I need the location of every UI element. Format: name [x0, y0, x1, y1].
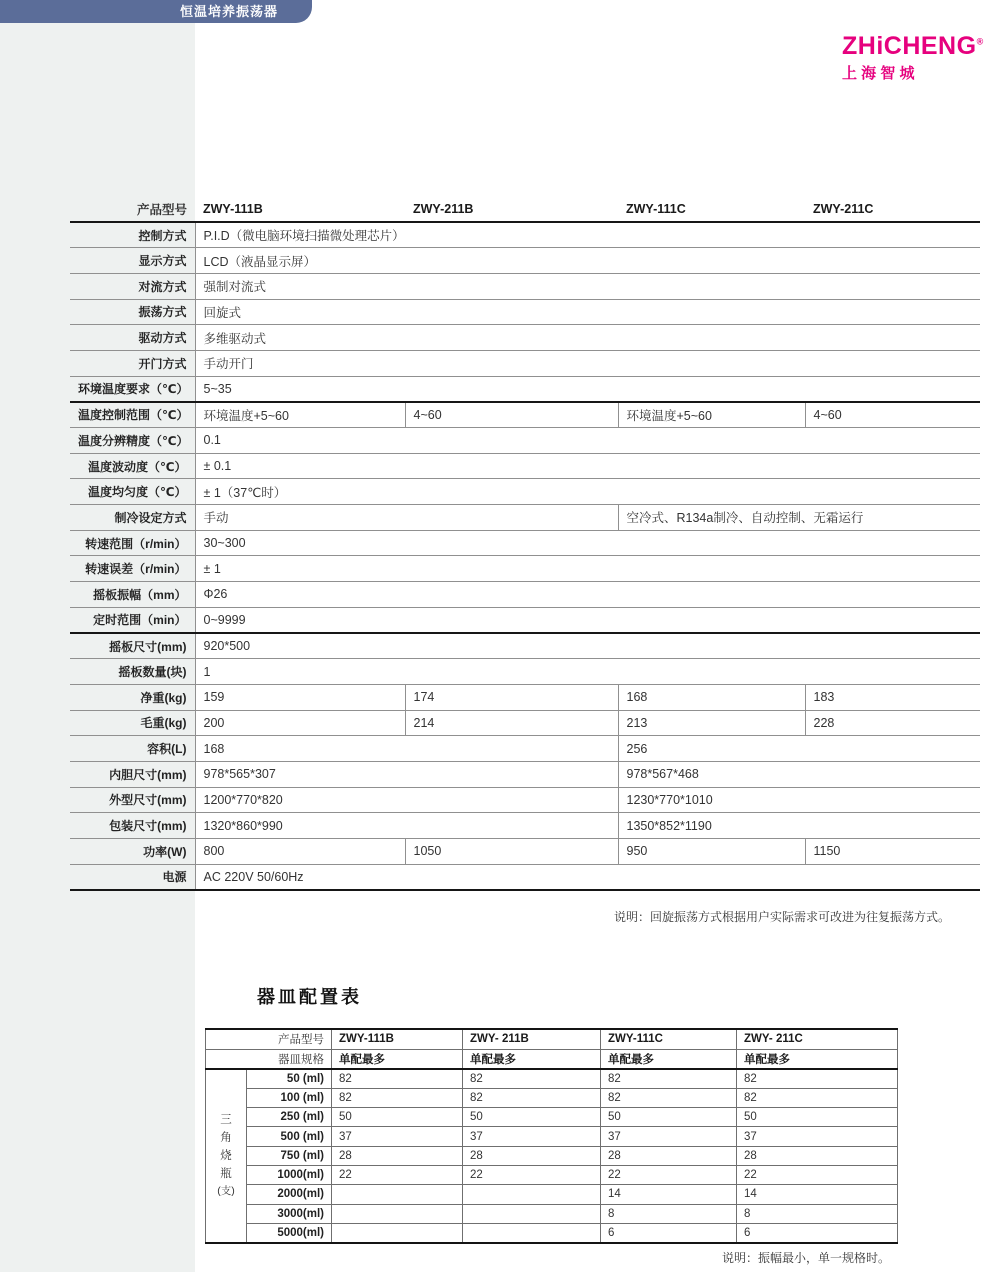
spec-cell: 256	[618, 736, 980, 762]
vessel-qty-cell: 50	[332, 1108, 463, 1127]
vessel-size-label: 50 (ml)	[247, 1069, 332, 1088]
spec-cell: 1230*770*1010	[618, 787, 980, 813]
spec-cell: P.I.D（微电脑环境扫描微处理芯片）	[195, 222, 980, 248]
spec-row-label: 功率(W)	[70, 839, 195, 865]
spec-row	[70, 556, 980, 582]
spec-row-label: 包装尺寸(mm)	[70, 813, 195, 839]
vessel-qty-cell	[332, 1223, 463, 1242]
spec-cell: 800	[195, 839, 405, 865]
spec-cell: 环境温度+5~60	[195, 402, 405, 428]
spec-row-label: 摇板振幅（mm）	[70, 582, 195, 608]
vessel-header-row-models	[206, 1029, 898, 1049]
spec-cell: 多维驱动式	[195, 325, 980, 351]
vessel-size-label: 3000(ml)	[247, 1204, 332, 1223]
spec-cell: 213	[618, 710, 805, 736]
vessel-table	[205, 1028, 898, 1244]
spec-row-label: 对流方式	[70, 273, 195, 299]
brand-name: ZHiCHENG®	[842, 32, 984, 60]
spec-header-model-2: ZWY-211B	[413, 202, 474, 216]
spec-row-label: 控制方式	[70, 222, 195, 248]
vessel-qty-cell: 37	[601, 1127, 737, 1146]
spec-row-label: 电源	[70, 864, 195, 890]
vessel-qty-cell: 50	[737, 1108, 898, 1127]
spec-row-label: 温度控制范围（℃）	[70, 402, 195, 428]
spec-row	[70, 402, 980, 428]
spec-cell: 空冷式、R134a制冷、自动控制、无霜运行	[618, 505, 980, 531]
vessel-spec-value-4: 单配最多	[737, 1049, 898, 1069]
spec-header-model-3: ZWY-111C	[626, 202, 686, 216]
spec-row-label: 内胆尺寸(mm)	[70, 761, 195, 787]
vessel-qty-cell	[463, 1204, 601, 1223]
vessel-qty-cell: 50	[601, 1108, 737, 1127]
spec-cell: 950	[618, 839, 805, 865]
spec-header-model-4: ZWY-211C	[813, 202, 874, 216]
brand-subtitle: 上 海 智 城	[842, 65, 915, 82]
spec-row	[70, 607, 980, 633]
spec-row-label: 制冷设定方式	[70, 505, 195, 531]
vessel-qty-cell	[332, 1185, 463, 1204]
vessel-spec-value-2: 单配最多	[463, 1049, 601, 1069]
vessel-spec-value-1: 单配最多	[332, 1049, 463, 1069]
spec-cell: 168	[195, 736, 618, 762]
vessel-qty-cell: 82	[737, 1088, 898, 1107]
vessel-qty-cell: 6	[737, 1223, 898, 1242]
vessel-qty-cell	[463, 1223, 601, 1242]
spec-row	[70, 530, 980, 556]
vessel-qty-cell: 14	[737, 1185, 898, 1204]
spec-row-label: 振荡方式	[70, 299, 195, 325]
spec-cell: 228	[805, 710, 980, 736]
vessel-header-label: 产品型号	[206, 1029, 332, 1049]
vessel-row	[206, 1146, 898, 1165]
spec-row	[70, 787, 980, 813]
spec-row-label: 定时范围（min）	[70, 607, 195, 633]
spec-row-label: 容积(L)	[70, 736, 195, 762]
vessel-qty-cell: 28	[463, 1146, 601, 1165]
spec-row	[70, 813, 980, 839]
spec-cell: 1350*852*1190	[618, 813, 980, 839]
spec-cell: 回旋式	[195, 299, 980, 325]
spec-row	[70, 453, 980, 479]
vessel-qty-cell: 14	[601, 1185, 737, 1204]
spec-row	[70, 248, 980, 274]
spec-cell: 4~60	[405, 402, 618, 428]
spec-cell: AC 220V 50/60Hz	[195, 864, 980, 890]
spec-cell: 159	[195, 684, 405, 710]
spec-cell: 978*567*468	[618, 761, 980, 787]
spec-row	[70, 633, 980, 659]
spec-cell: ± 0.1	[195, 453, 980, 479]
spec-row	[70, 479, 980, 505]
spec-table-note: 说明：回旋振荡方式根据用户实际需求可改进为往复振荡方式。	[613, 910, 950, 924]
vessel-qty-cell: 82	[463, 1069, 601, 1088]
vessel-group-label: 三 角 烧 瓶 (支)	[206, 1069, 247, 1243]
vessel-size-label: 500 (ml)	[247, 1127, 332, 1146]
spec-cell: ± 1	[195, 556, 980, 582]
vessel-qty-cell: 28	[332, 1146, 463, 1165]
vessel-qty-cell: 8	[601, 1204, 737, 1223]
spec-cell: 183	[805, 684, 980, 710]
spec-row	[70, 299, 980, 325]
vessel-table-note: 说明：振幅最小，单一规格时。	[721, 1251, 890, 1265]
spec-cell: 214	[405, 710, 618, 736]
vessel-qty-cell: 22	[737, 1165, 898, 1184]
spec-row-label: 温度均匀度（℃）	[70, 479, 195, 505]
vessel-qty-cell: 22	[332, 1165, 463, 1184]
spec-row-label: 开门方式	[70, 350, 195, 376]
spec-row-label: 摇板尺寸(mm)	[70, 633, 195, 659]
vessel-header-model-1: ZWY-111B	[332, 1029, 463, 1049]
vessel-qty-cell	[463, 1185, 601, 1204]
page-header-title: 恒温培养振荡器	[179, 4, 278, 19]
vessel-row	[206, 1204, 898, 1223]
vessel-row	[206, 1127, 898, 1146]
spec-cell: Φ26	[195, 582, 980, 608]
spec-row-label: 摇板数量(块)	[70, 659, 195, 685]
spec-cell: 1050	[405, 839, 618, 865]
spec-row-label: 转速误差（r/min）	[70, 556, 195, 582]
spec-row	[70, 710, 980, 736]
spec-cell: 手动开门	[195, 350, 980, 376]
vessel-row	[206, 1069, 898, 1088]
spec-cell: 1150	[805, 839, 980, 865]
vessel-qty-cell: 82	[463, 1088, 601, 1107]
vessel-header-model-4: ZWY- 211C	[737, 1029, 898, 1049]
spec-cell: 手动	[195, 505, 618, 531]
spec-cell: 200	[195, 710, 405, 736]
vessel-size-label: 1000(ml)	[247, 1165, 332, 1184]
spec-row-label: 显示方式	[70, 248, 195, 274]
spec-row	[70, 736, 980, 762]
spec-row	[70, 428, 980, 454]
vessel-qty-cell: 82	[737, 1069, 898, 1088]
spec-header-label: 产品型号	[136, 203, 187, 217]
spec-row-label: 毛重(kg)	[70, 710, 195, 736]
spec-header-row	[70, 197, 980, 222]
spec-cell: 1	[195, 659, 980, 685]
spec-cell: 强制对流式	[195, 273, 980, 299]
spec-row-label: 温度分辨精度（℃）	[70, 428, 195, 454]
spec-row	[70, 376, 980, 402]
spec-cell: 920*500	[195, 633, 980, 659]
vessel-size-label: 5000(ml)	[247, 1223, 332, 1242]
vessel-header-model-3: ZWY-111C	[601, 1029, 737, 1049]
vessel-qty-cell: 22	[463, 1165, 601, 1184]
vessel-qty-cell: 82	[601, 1069, 737, 1088]
spec-row-label: 温度波动度（℃）	[70, 453, 195, 479]
vessel-qty-cell	[332, 1204, 463, 1223]
vessel-spec-value-3: 单配最多	[601, 1049, 737, 1069]
vessel-size-label: 250 (ml)	[247, 1108, 332, 1127]
vessel-row	[206, 1108, 898, 1127]
page-header-tab	[0, 0, 312, 23]
spec-cell: 0~9999	[195, 607, 980, 633]
vessel-row	[206, 1223, 898, 1242]
vessel-table-title: 器皿配置表	[257, 987, 362, 1007]
vessel-qty-cell: 37	[737, 1127, 898, 1146]
spec-row	[70, 864, 980, 890]
vessel-header-model-2: ZWY- 211B	[463, 1029, 601, 1049]
spec-cell: 4~60	[805, 402, 980, 428]
vessel-qty-cell: 37	[332, 1127, 463, 1146]
vessel-row	[206, 1185, 898, 1204]
spec-cell: 30~300	[195, 530, 980, 556]
spec-cell: 1200*770*820	[195, 787, 618, 813]
vessel-qty-cell: 6	[601, 1223, 737, 1242]
spec-header-model-1: ZWY-111B	[203, 202, 263, 216]
spec-cell: ± 1（37℃时）	[195, 479, 980, 505]
vessel-size-label: 100 (ml)	[247, 1088, 332, 1107]
vessel-qty-cell: 8	[737, 1204, 898, 1223]
vessel-qty-cell: 37	[463, 1127, 601, 1146]
vessel-qty-cell: 50	[463, 1108, 601, 1127]
spec-cell: 5~35	[195, 376, 980, 402]
vessel-row	[206, 1165, 898, 1184]
spec-row	[70, 684, 980, 710]
vessel-row	[206, 1088, 898, 1107]
spec-row	[70, 839, 980, 865]
spec-row	[70, 222, 980, 248]
spec-cell: LCD（液晶显示屏）	[195, 248, 980, 274]
spec-row	[70, 350, 980, 376]
spec-row-label: 环境温度要求（℃）	[70, 376, 195, 402]
spec-row	[70, 659, 980, 685]
vessel-qty-cell: 82	[332, 1069, 463, 1088]
spec-row-label: 驱动方式	[70, 325, 195, 351]
spec-cell: 978*565*307	[195, 761, 618, 787]
spec-row-label: 外型尺寸(mm)	[70, 787, 195, 813]
vessel-qty-cell: 82	[332, 1088, 463, 1107]
spec-cell: 0.1	[195, 428, 980, 454]
spec-table	[70, 197, 980, 891]
vessel-header-row-spec	[206, 1049, 898, 1069]
vessel-spec-label: 器皿规格	[206, 1049, 332, 1069]
spec-cell: 174	[405, 684, 618, 710]
spec-row-label: 转速范围（r/min）	[70, 530, 195, 556]
registered-trademark-icon: ®	[976, 36, 984, 47]
spec-cell: 环境温度+5~60	[618, 402, 805, 428]
vessel-qty-cell: 28	[737, 1146, 898, 1165]
spec-cell: 1320*860*990	[195, 813, 618, 839]
spec-row	[70, 505, 980, 531]
spec-row	[70, 582, 980, 608]
spec-row	[70, 761, 980, 787]
spec-row-label: 净重(kg)	[70, 684, 195, 710]
spec-row	[70, 273, 980, 299]
vessel-qty-cell: 28	[601, 1146, 737, 1165]
spec-cell: 168	[618, 684, 805, 710]
vessel-qty-cell: 22	[601, 1165, 737, 1184]
spec-row	[70, 325, 980, 351]
vessel-size-label: 750 (ml)	[247, 1146, 332, 1165]
vessel-qty-cell: 82	[601, 1088, 737, 1107]
brand-logo	[842, 32, 984, 83]
vessel-size-label: 2000(ml)	[247, 1185, 332, 1204]
